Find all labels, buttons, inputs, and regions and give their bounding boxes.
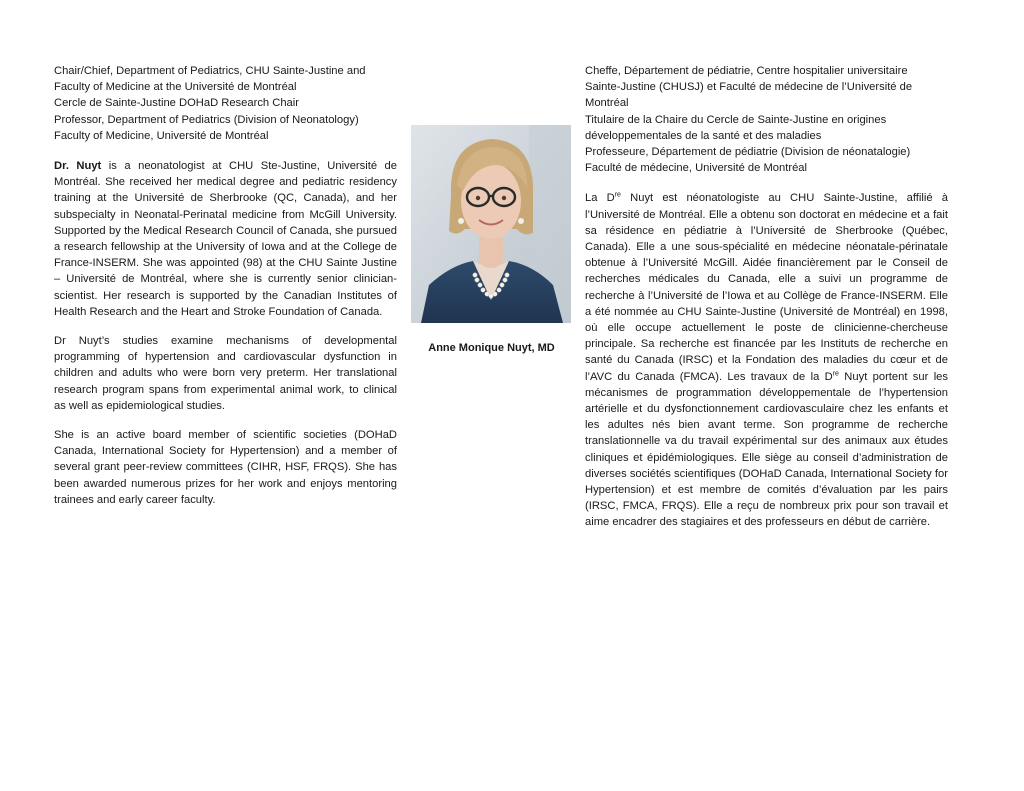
english-title-line: Chair/Chief, Department of Pediatrics, CHU Sainte-Justine and bbox=[54, 65, 366, 77]
english-bio-paragraph bbox=[54, 158, 397, 320]
english-board-paragraph: She is an active board member of scientific societies (DOHaD Canada, International Society for Hypertension) and a member of several grant peer-review committees (CIHR, HSF, FRQS). She has been awarded numerous prizes for her work and enjoys mentoring trainees and early career faculty. bbox=[54, 429, 397, 506]
english-title-line: Professor, Department of Pediatrics (Division of Neonatology) bbox=[54, 113, 359, 126]
french-title-line: Cheffe, Département de pédiatrie, Centre hospitalier universitaire bbox=[585, 65, 908, 77]
english-bio-lead: Dr. Nuyt bbox=[54, 160, 102, 173]
french-title-line: développementales de la santé et des maladies bbox=[585, 129, 822, 142]
french-superscript: re bbox=[614, 191, 621, 199]
portrait-photo bbox=[411, 125, 571, 323]
photo-caption: Anne Monique Nuyt, MD bbox=[428, 342, 555, 354]
english-bio-text: is a neonatologist at CHU Ste-Justine, Université de Montréal. She received her medical degree and pediatric residency training at the Université de Sherbrooke (QC, Canada), and her subspecialty in Neonatal-Perinatal medicine from McGill University. Supported by the Medical Research Council of Canada, she pursued a research fellowship at the University of Iowa and at the College de France-INSERM. She was appointed (98) at the CHU Sainte Justine – Université de Montréal, where she is currently senior clinician-scientist. Her research is supported by the Canadian Institutes of Health Research and the Heart and Stroke Foundation of Canada. bbox=[54, 160, 397, 318]
french-bio-text: Nuyt est néonatologiste au CHU Sainte-Justine, affilié à l’Université de Montréal. Elle a obtenu son doctorat en médecine et a fait sa résidence en pédiatrie à l’Université de Sherbrooke (Québec, Canada). Elle a une sous-spécialité en médecine néonatale-périnatale obtenue à l’Université McGill. Aidée financièrement par le Conseil de recherches médicales du Canada, elle a suivi un programme de recherche à l’Université de l’Iowa et au Collège de France-INSERM. Elle a été nommée au CHU Sainte-Justine (Université de Montréal) en 1998, où elle occupe actuellement le poste de clinicienne-chercheuse principale. Sa recherche est financée par les Instituts de recherche en santé du Canada (IRSC) et la Fondation des maladies du cœur et de l’AVC du Canada (FMCA). Les travaux de la D bbox=[585, 192, 948, 383]
english-title-line: Faculty of Medicine, Université de Montréal bbox=[54, 129, 269, 142]
english-titles bbox=[54, 63, 397, 144]
english-title-line: Cercle de Sainte-Justine DOHaD Research Chair bbox=[54, 97, 299, 110]
english-column bbox=[54, 63, 397, 508]
french-title-line: Sainte-Justine (CHUSJ) et Faculté de médecine de l’Université de bbox=[585, 81, 913, 94]
french-title-line: Titulaire de la Chaire du Cercle de Sainte-Justine en origines bbox=[585, 113, 887, 126]
english-studies-paragraph: Dr Nuyt’s studies examine mechanisms of developmental programming of hypertension and cardiovascular dysfunction in children and adults who were born very preterm. Her translational research program spans from experimental animal work, to clinical as well as epidemiological studies. bbox=[54, 335, 397, 412]
french-titles bbox=[585, 63, 948, 176]
french-title-line: Professeure, Département de pédiatrie (Division de néonatalogie) bbox=[585, 146, 911, 159]
french-title-line: Montréal bbox=[585, 97, 629, 110]
french-bio-text: Nuyt portent sur les mécanismes de programmation développementale de l’hypertension artérielle et du dysfonctionnement cardiovasculaire chez les enfants et les adultes nés bien avant terme. Son programme de recherche translationnelle va du travail expérimental sur des animaux aux études cliniques et épidémiologiques. Elle siège au conseil d’administration de diverses sociétés scientifiques (DOHaD Canada, International Society for Hypertension) et est membre de comités d’évaluation par les pairs (IRSC, FMCA, FRQS). Elle a reçu de nombreux prix pour son travail et aime encadrer des stagiaires et des professeurs en début de carrière. bbox=[585, 370, 948, 529]
french-superscript: re bbox=[832, 369, 839, 377]
portrait-illustration bbox=[411, 125, 571, 323]
french-title-line: Faculté de médecine, Université de Montréal bbox=[585, 162, 807, 175]
french-column bbox=[585, 63, 948, 531]
french-bio-paragraph bbox=[585, 190, 948, 530]
french-bio-text: La D bbox=[585, 192, 615, 205]
english-title-line: Faculty of Medicine at the Université de Montréal bbox=[54, 81, 297, 94]
